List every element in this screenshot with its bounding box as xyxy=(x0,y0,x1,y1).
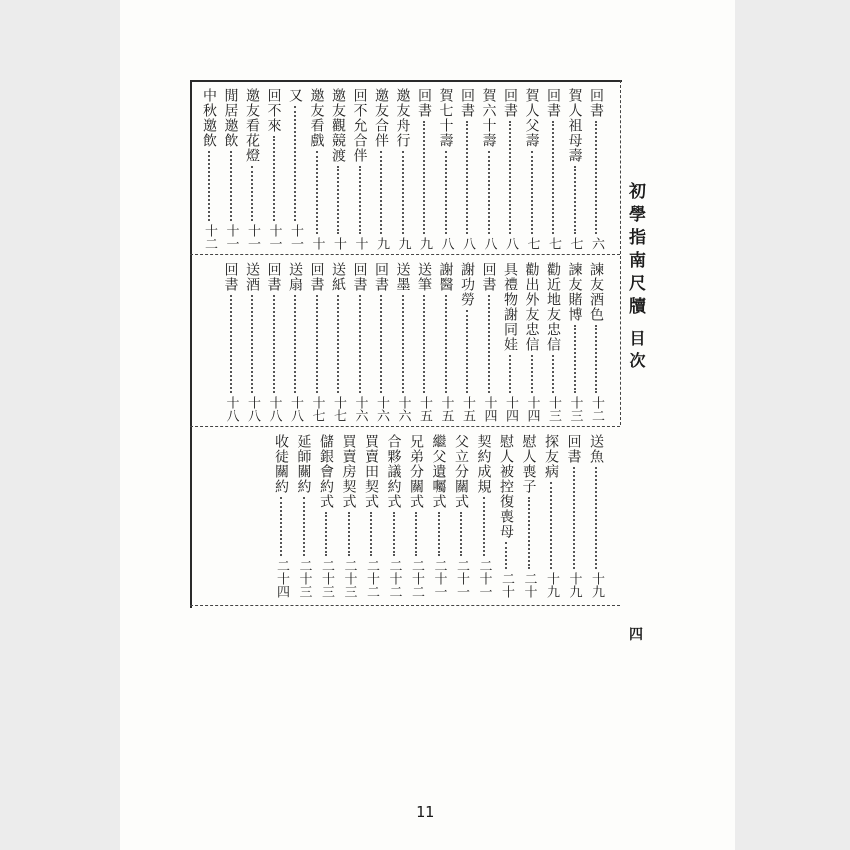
toc-entry-page: 二十二 xyxy=(386,559,402,598)
toc-entry-title: 勸出外友忠信 xyxy=(523,262,540,352)
toc-entry xyxy=(435,262,457,422)
dot-leader xyxy=(280,497,282,556)
toc-entry-page: 二十二 xyxy=(409,559,424,598)
dot-leader xyxy=(230,295,232,393)
toc-entry-title: 送扇 xyxy=(287,262,303,292)
toc-entry-title: 父立分關式 xyxy=(453,434,469,509)
dot-leader xyxy=(337,166,339,234)
toc-entry xyxy=(306,88,328,250)
toc-entry xyxy=(542,88,564,250)
toc-entry-title: 具禮物謝同娃 xyxy=(502,262,518,352)
toc-entry-title: 又 xyxy=(287,88,303,103)
dot-leader xyxy=(438,512,440,556)
toc-entry-page: 八 xyxy=(460,237,475,250)
toc-entry xyxy=(327,88,349,250)
toc-entry-page: 十八 xyxy=(223,396,239,422)
dot-leader xyxy=(380,295,382,393)
toc-entry-title: 回書 xyxy=(502,88,518,118)
toc-entry-title: 賀七十壽 xyxy=(437,88,454,148)
toc-entry-page: 十七 xyxy=(309,396,325,422)
dot-leader xyxy=(488,151,490,234)
dot-leader xyxy=(359,295,361,393)
toc-entry-title: 收徒關約 xyxy=(273,434,289,494)
toc-entry-page: 二十三 xyxy=(296,559,312,598)
toc-entry-page: 二十一 xyxy=(454,559,469,598)
dot-leader xyxy=(294,295,296,393)
toc-entry-page: 十五 xyxy=(417,396,432,422)
dot-leader xyxy=(316,295,318,393)
section-divider-1 xyxy=(190,254,620,255)
toc-entry-page: 七 xyxy=(524,237,540,250)
section-label: 目次 xyxy=(627,330,646,374)
toc-entry xyxy=(241,262,263,422)
toc-entry xyxy=(499,262,521,422)
toc-entry xyxy=(563,434,585,598)
dot-leader xyxy=(509,121,511,234)
toc-entry-title: 慰人被控復喪母 xyxy=(498,434,514,539)
toc-entry-page: 二十 xyxy=(499,572,514,598)
toc-entry xyxy=(473,434,495,598)
toc-entry-title: 諫友賭博 xyxy=(566,262,583,322)
book-title: 初學指南尺牘 xyxy=(625,182,645,320)
dot-leader xyxy=(251,295,253,393)
toc-entry-title: 回書 xyxy=(265,262,282,292)
toc-entry-page: 十六 xyxy=(395,396,411,422)
toc-entry-page: 二十三 xyxy=(319,559,334,598)
toc-entry-page: 九 xyxy=(374,237,389,250)
toc-entry xyxy=(360,434,382,598)
toc-entry-page: 十四 xyxy=(524,396,540,422)
toc-entry-title: 邀友合伴 xyxy=(373,88,389,148)
toc-entry-page: 十二 xyxy=(202,224,217,250)
toc-entry-page: 十六 xyxy=(352,396,368,422)
toc-entry xyxy=(564,88,586,250)
toc-entry-title: 邀友看花燈 xyxy=(244,88,260,163)
toc-entry-page: 十 xyxy=(331,237,346,250)
dot-leader xyxy=(574,325,576,393)
toc-entry-page: 八 xyxy=(438,237,454,250)
toc-entry xyxy=(349,88,371,250)
toc-entry-page: 二十四 xyxy=(274,559,289,598)
toc-entry-title: 契約成規 xyxy=(475,434,492,494)
toc-entry xyxy=(585,262,607,422)
toc-entry-page: 六 xyxy=(589,237,604,250)
dot-leader xyxy=(483,497,485,556)
toc-entry-page: 十一 xyxy=(266,224,282,250)
toc-entry-page: 十八 xyxy=(266,396,282,422)
toc-entry-title: 回書 xyxy=(459,88,475,118)
toc-entry-title: 合夥議約式 xyxy=(385,434,402,509)
dot-leader xyxy=(595,325,597,393)
toc-entry-title: 買賣田契式 xyxy=(363,434,379,509)
dot-leader xyxy=(505,542,507,569)
dot-leader xyxy=(316,151,318,234)
toc-entry-page: 十一 xyxy=(245,224,260,250)
dot-leader xyxy=(531,355,533,393)
toc-entry-title: 邀友觀競渡 xyxy=(330,88,346,163)
toc-entry xyxy=(585,434,607,598)
dot-leader xyxy=(273,136,275,221)
dot-leader xyxy=(574,166,576,234)
toc-entry-title: 回書 xyxy=(351,262,368,292)
toc-entry-page: 八 xyxy=(481,237,497,250)
toc-entry-title: 送墨 xyxy=(394,262,411,292)
toc-entry xyxy=(370,88,392,250)
dot-leader xyxy=(466,310,468,393)
toc-entry xyxy=(585,88,607,250)
dot-leader xyxy=(573,467,575,569)
toc-entry xyxy=(521,262,543,422)
dot-leader xyxy=(415,512,417,556)
toc-entry xyxy=(405,434,427,598)
toc-entry-title: 回書 xyxy=(416,88,432,118)
toc-entry xyxy=(456,262,478,422)
toc-entry-title: 送紙 xyxy=(330,262,346,292)
toc-entry xyxy=(521,88,543,250)
toc-entry-page: 七 xyxy=(546,237,561,250)
dot-leader xyxy=(460,512,462,556)
dot-leader xyxy=(370,512,372,556)
toc-entry xyxy=(499,88,521,250)
toc-entry-title: 慰人喪子 xyxy=(520,434,537,494)
toc-entry xyxy=(220,262,242,422)
toc-entry-title: 賀人祖母壽 xyxy=(566,88,583,163)
toc-entry-page: 十三 xyxy=(546,396,561,422)
toc-entry-title: 儲銀會約式 xyxy=(318,434,334,509)
toc-entry-page: 十五 xyxy=(460,396,475,422)
toc-entry xyxy=(413,88,435,250)
toc-entry-title: 送魚 xyxy=(588,434,604,464)
toc-entry xyxy=(564,262,586,422)
dot-leader xyxy=(380,151,382,234)
toc-entry xyxy=(428,434,450,598)
toc-entry xyxy=(220,88,242,250)
dot-leader xyxy=(445,295,447,393)
toc-entry xyxy=(270,434,292,598)
toc-entry-title: 回不來 xyxy=(265,88,282,133)
toc-entry xyxy=(293,434,315,598)
dot-leader xyxy=(337,295,339,393)
toc-entry-title: 延師關約 xyxy=(295,434,312,494)
toc-entry xyxy=(315,434,337,598)
toc-entry-title: 買賣房契式 xyxy=(340,434,357,509)
toc-entry xyxy=(306,262,328,422)
toc-entry-page: 十六 xyxy=(374,396,389,422)
dot-leader xyxy=(509,355,511,393)
toc-entry-page: 十五 xyxy=(438,396,454,422)
dot-leader xyxy=(552,121,554,234)
toc-entry xyxy=(540,434,562,598)
toc-entry-title: 賀六十壽 xyxy=(480,88,497,148)
dot-leader xyxy=(230,151,232,221)
toc-entry-page: 十八 xyxy=(288,396,303,422)
toc-entry xyxy=(327,262,349,422)
toc-entry-title: 閒居邀飲 xyxy=(222,88,239,148)
toc-entry-title: 回書 xyxy=(308,262,325,292)
margin-divider xyxy=(620,80,621,425)
toc-entry xyxy=(413,262,435,422)
toc-entry xyxy=(241,88,263,250)
toc-entry-page: 十四 xyxy=(481,396,497,422)
toc-entry-page: 十九 xyxy=(544,572,559,598)
toc-entry xyxy=(518,434,540,598)
toc-entry xyxy=(456,88,478,250)
toc-entry-title: 邀友舟行 xyxy=(394,88,411,148)
toc-entry-title: 回書 xyxy=(222,262,239,292)
toc-entry-title: 回不允合伴 xyxy=(351,88,368,163)
toc-entry xyxy=(263,88,285,250)
dot-leader xyxy=(423,121,425,234)
scan-page-number: 11 xyxy=(415,803,435,821)
toc-entry-page: 二十 xyxy=(521,572,537,598)
toc-entry xyxy=(542,262,564,422)
dot-leader xyxy=(273,295,275,393)
toc-entry-title: 回書 xyxy=(480,262,497,292)
toc-entry xyxy=(284,88,306,250)
toc-entry-page: 十一 xyxy=(223,224,239,250)
section-divider-2 xyxy=(190,426,620,427)
toc-entry-page: 十一 xyxy=(288,224,303,250)
toc-entry-page: 二十一 xyxy=(431,559,447,598)
section-divider-3 xyxy=(190,605,620,606)
dot-leader xyxy=(595,121,597,234)
dot-leader xyxy=(488,295,490,393)
toc-entry-title: 繼父遺囑式 xyxy=(430,434,447,509)
toc-entry-title: 中秋邀飲 xyxy=(201,88,217,148)
toc-entry-title: 邀友看戲 xyxy=(308,88,325,148)
toc-entry-page: 八 xyxy=(503,237,518,250)
toc-entry xyxy=(478,262,500,422)
toc-entry xyxy=(338,434,360,598)
toc-entry-page: 十二 xyxy=(589,396,604,422)
toc-entry-page: 二十三 xyxy=(341,559,357,598)
toc-entry-title: 謝功勞 xyxy=(459,262,475,307)
toc-entry-page: 十九 xyxy=(589,572,604,598)
dot-leader xyxy=(423,295,425,393)
toc-entry-title: 諫友酒色 xyxy=(588,262,604,322)
dot-leader xyxy=(550,482,552,569)
toc-entry-title: 勸近地友忠信 xyxy=(545,262,561,352)
toc-entry xyxy=(435,88,457,250)
toc-entry-page: 十九 xyxy=(566,572,582,598)
toc-entry-title: 回書 xyxy=(565,434,582,464)
dot-leader xyxy=(402,151,404,234)
dot-leader xyxy=(528,497,530,569)
dot-leader xyxy=(531,151,533,234)
toc-entry xyxy=(349,262,371,422)
toc-entry xyxy=(495,434,517,598)
toc-entry-page: 十 xyxy=(309,237,325,250)
toc-entry-title: 兄弟分關式 xyxy=(408,434,424,509)
toc-entry xyxy=(392,88,414,250)
toc-entry-page: 二十二 xyxy=(364,559,379,598)
toc-entry-page: 九 xyxy=(417,237,432,250)
dot-leader xyxy=(359,166,361,234)
dot-leader xyxy=(466,121,468,234)
toc-entry-title: 回書 xyxy=(545,88,561,118)
toc-entry xyxy=(263,262,285,422)
dot-leader xyxy=(294,106,296,221)
toc-entry-page: 十四 xyxy=(503,396,518,422)
dot-leader xyxy=(595,467,597,569)
toc-entry xyxy=(370,262,392,422)
toc-entry-title: 回書 xyxy=(373,262,389,292)
toc-entry-title: 回書 xyxy=(588,88,604,118)
dot-leader xyxy=(348,512,350,556)
dot-leader xyxy=(303,497,305,556)
toc-entry xyxy=(284,262,306,422)
dot-leader xyxy=(251,166,253,221)
dot-leader xyxy=(325,512,327,556)
toc-entry-page: 十 xyxy=(352,237,368,250)
toc-entry-page: 九 xyxy=(395,237,411,250)
dot-leader xyxy=(552,355,554,393)
dot-leader xyxy=(402,295,404,393)
leaf-number: 四 xyxy=(629,627,643,643)
toc-entry-page: 十三 xyxy=(567,396,583,422)
toc-entry xyxy=(392,262,414,422)
toc-entry-title: 探友病 xyxy=(543,434,559,479)
toc-entry-page: 十八 xyxy=(245,396,260,422)
frame-top-rule xyxy=(192,80,622,82)
toc-entry-page: 十七 xyxy=(331,396,346,422)
dot-leader xyxy=(393,512,395,556)
toc-entry-title: 謝醫 xyxy=(437,262,454,292)
toc-entry-page: 七 xyxy=(567,237,583,250)
toc-entry xyxy=(478,88,500,250)
toc-entry xyxy=(450,434,472,598)
toc-entry-title: 送酒 xyxy=(244,262,260,292)
dot-leader xyxy=(208,151,210,221)
dot-leader xyxy=(445,151,447,234)
toc-entry xyxy=(198,88,220,250)
toc-entry xyxy=(383,434,405,598)
toc-entry-title: 賀人父壽 xyxy=(523,88,540,148)
toc-entry-title: 送筆 xyxy=(416,262,432,292)
toc-entry-page: 二十一 xyxy=(476,559,492,598)
